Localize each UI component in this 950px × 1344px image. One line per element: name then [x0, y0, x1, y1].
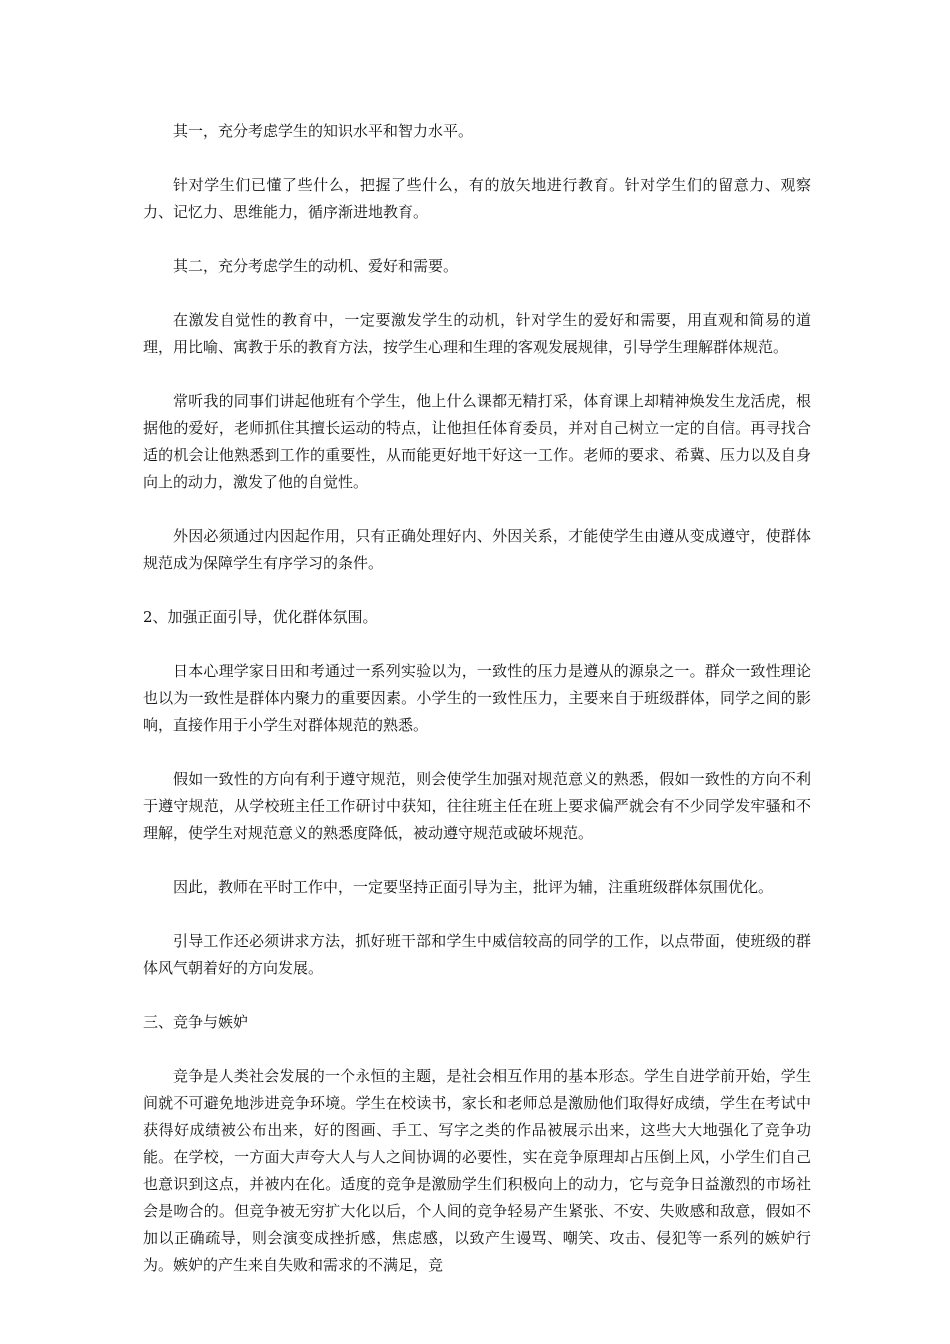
- paragraph: 假如一致性的方向有利于遵守规范，则会使学生加强对规范意义的熟悉，假如一致性的方向不利于遵守规范，从学校班主任工作研讨中获知，往往班主任在班上要求偏严就会有不少同学发牢骚和不理解，使学生对规范意义的熟悉度降低，被动遵守规范或破坏规范。: [143, 770, 811, 842]
- section-heading-3: 三、竞争与嫉妒: [143, 1013, 249, 1031]
- section-heading-2: 2、加强正面引导，优化群体氛围。: [143, 608, 378, 626]
- paragraph: 引导工作还必须讲求方法，抓好班干部和学生中威信较高的同学的工作，以点带面，使班级的群体风气朝着好的方向发展。: [143, 932, 811, 977]
- paragraph: 外因必须通过内因起作用，只有正确处理好内、外因关系，才能使学生由遵从变成遵守，使群体规范成为保障学生有序学习的条件。: [143, 527, 811, 572]
- paragraph: 因此，教师在平时工作中，一定要坚持正面引导为主，批评为辅，注重班级群体氛围优化。: [173, 878, 774, 896]
- paragraph-subpoint-2-heading: 其二，充分考虑学生的动机、爱好和需要。: [173, 257, 459, 275]
- paragraph: 常听我的同事们讲起他班有个学生，他上什么课都无精打采，体育课上却精神焕发生龙活虎，根据他的爱好，老师抓住其擅长运动的特点，让他担任体育委员，并对自己树立一定的自信。再寻找合适的机会让他熟悉到工作的重要性，从而能更好地干好这一工作。老师的要求、希冀、压力以及自身向上的动力，激发了他的自觉性。: [143, 392, 811, 491]
- paragraph: 针对学生们已懂了些什么，把握了些什么，有的放矢地进行教育。针对学生们的留意力、观察力、记忆力、思维能力，循序渐进地教育。: [143, 176, 811, 221]
- document-body: [143, 118, 811, 1279]
- paragraph: 在激发自觉性的教育中，一定要激发学生的动机，针对学生的爱好和需要，用直观和简易的道理，用比喻、寓教于乐的教育方法，按学生心理和生理的客观发展规律，引导学生理解群体规范。: [143, 311, 811, 356]
- paragraph: 竞争是人类社会发展的一个永恒的主题，是社会相互作用的基本形态。学生自进学前开始，学生间就不可避免地涉进竞争环境。学生在校读书，家长和老师总是激励他们取得好成绩，学生在考试中获得好成绩被公布出来，好的图画、手工、写字之类的作品被展示出来，这些大大地强化了竞争功能。在学校，一方面大声夸大人与人之间协调的必要性，实在竞争原理却占压倒上风，小学生们自己也意识到这点，并被内在化。适度的竞争是激励学生们积极向上的动力，它与竞争日益激烈的市场社会是吻合的。但竞争被无穷扩大化以后，个人间的竞争轻易产生紧张、不安、失败感和敌意，假如不加以正确疏导，则会演变成挫折感，焦虑感，以致产生谩骂、嘲笑、攻击、侵犯等一系列的嫉妒行为。嫉妒的产生来自失败和需求的不满足，竞: [143, 1067, 811, 1274]
- paragraph: 日本心理学家日田和考通过一系列实验以为，一致性的压力是遵从的源泉之一。群众一致性理论也以为一致性是群体内聚力的重要因素。小学生的一致性压力，主要来自于班级群体，同学之间的影响，直接作用于小学生对群体规范的熟悉。: [143, 662, 811, 734]
- paragraph-subpoint-1-heading: 其一，充分考虑学生的知识水平和智力水平。: [173, 122, 474, 140]
